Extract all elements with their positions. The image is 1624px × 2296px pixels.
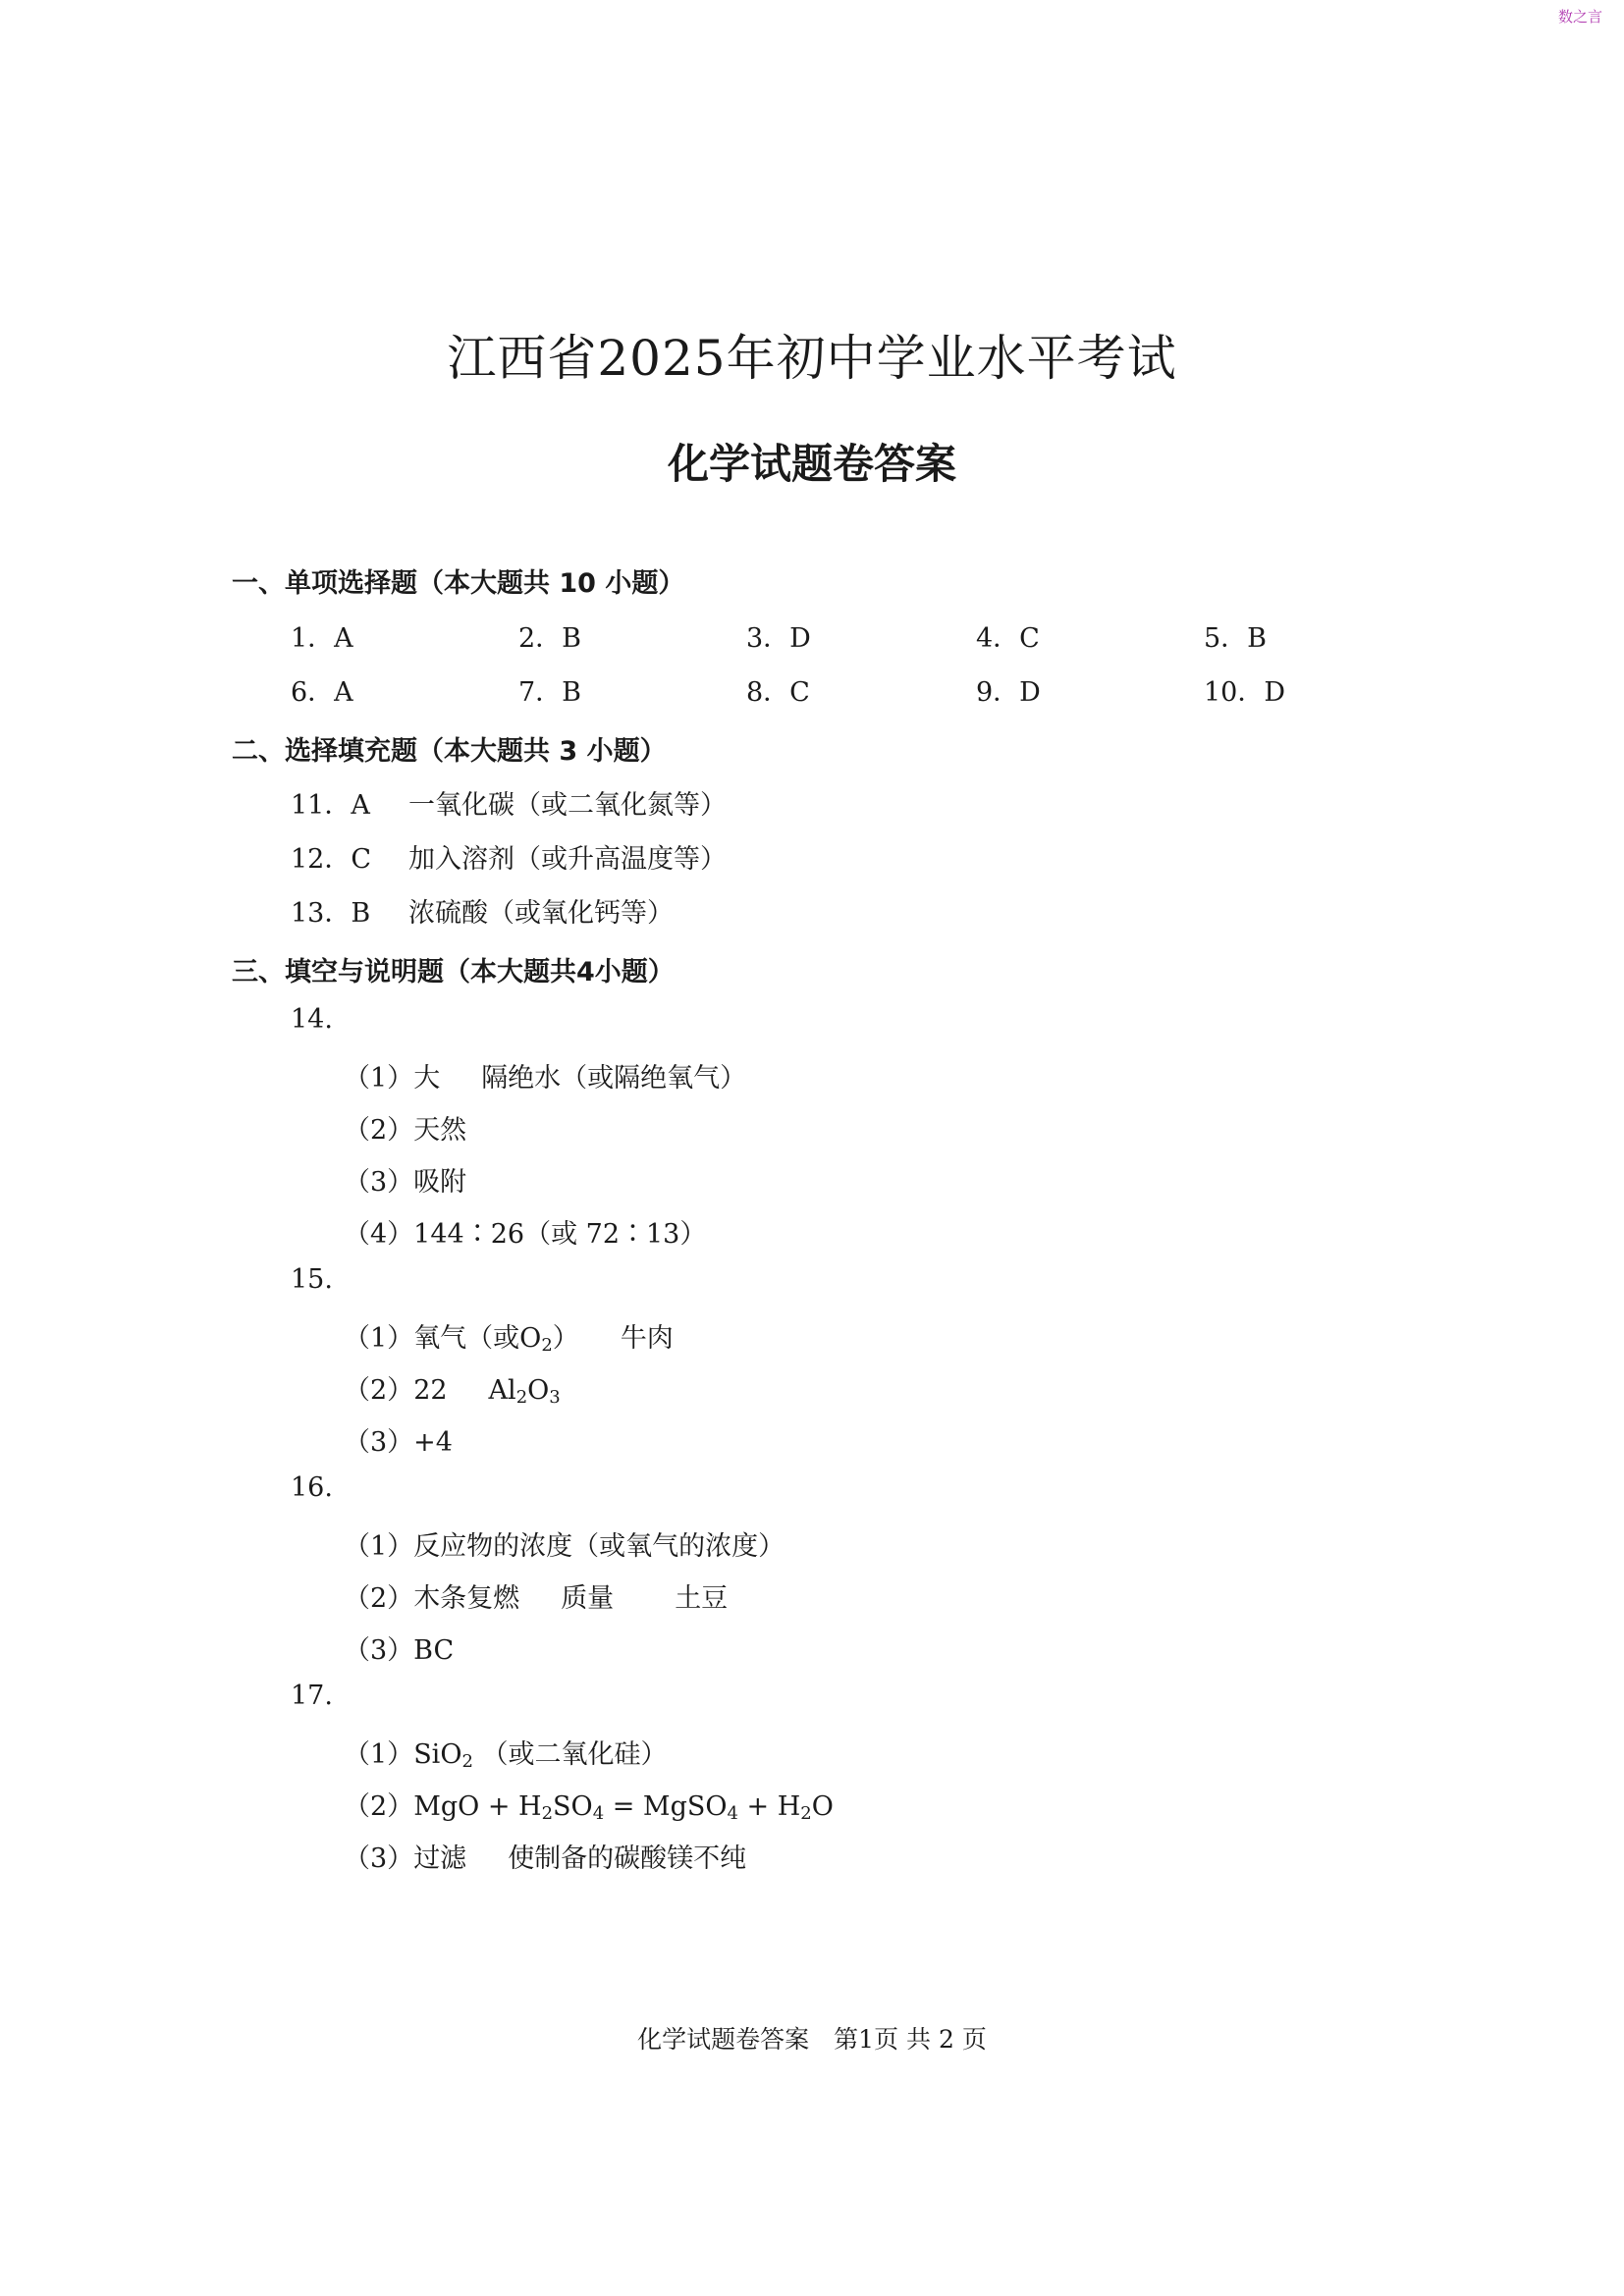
q17-part-2 xyxy=(344,1785,834,1823)
subscript: 2 xyxy=(541,1335,553,1356)
q14-part-4: （4）144∶26（或 72∶13） xyxy=(344,1219,707,1250)
q16-part-2 xyxy=(344,1576,728,1615)
q17-part-3-answer-a: 过滤 xyxy=(413,1843,467,1874)
subscript: 4 xyxy=(727,1803,738,1824)
q16-part-2-answer-b: 质量 xyxy=(561,1583,615,1614)
section-3-heading: 三、填空与说明题（本大题共4小题） xyxy=(232,957,675,988)
formula-part: O xyxy=(527,1375,550,1406)
section-2-heading: 二、选择填充题（本大题共 3 小题） xyxy=(232,736,667,767)
q16-part-2-answer-c: 土豆 xyxy=(675,1583,729,1614)
equation-part: MgO + H xyxy=(413,1791,542,1822)
subscript: 2 xyxy=(515,1387,528,1408)
answer-13-choice: 13．B xyxy=(291,898,371,929)
q16-part-1: （1）反应物的浓度（或氧气的浓度） xyxy=(344,1531,785,1562)
q15-part-2-label: （2） xyxy=(344,1375,414,1406)
answer-1: 1．A xyxy=(291,623,353,654)
q17-part-3-label: （3） xyxy=(344,1843,414,1874)
q17-number: 17. xyxy=(291,1681,333,1711)
answer-8: 8．C xyxy=(746,677,810,708)
q15-part-1-answer-b: 牛肉 xyxy=(620,1323,674,1354)
page-subtitle: 化学试题卷答案 xyxy=(667,440,956,488)
q14-part-1-answer-a: 大 xyxy=(413,1063,441,1094)
answer-11 xyxy=(291,783,727,822)
subscript: 4 xyxy=(592,1803,605,1824)
q14-part-2: （2）天然 xyxy=(344,1115,467,1146)
q17-part-3 xyxy=(344,1837,746,1875)
page-footer: 化学试题卷答案 第1页 共 2 页 xyxy=(637,2025,987,2054)
q14-part-1 xyxy=(344,1056,746,1095)
q17-part-3-answer-b: 使制备的碳酸镁不纯 xyxy=(508,1843,747,1874)
q14-part-1-answer-b: 隔绝水（或隔绝氧气） xyxy=(481,1063,747,1094)
subscript: 2 xyxy=(800,1803,812,1824)
answer-5: 5．B xyxy=(1204,623,1268,654)
q17-part-2-label: （2） xyxy=(344,1791,414,1822)
q15-part-1 xyxy=(344,1316,674,1355)
equation-part: = MgSO xyxy=(604,1791,728,1822)
equation-part: O xyxy=(811,1791,834,1822)
equation-part: SO xyxy=(553,1791,593,1822)
subscript: 3 xyxy=(549,1387,561,1408)
answer-4: 4．C xyxy=(976,623,1040,654)
section-1-heading: 一、单项选择题（本大题共 10 小题） xyxy=(232,568,685,599)
watermark: 数之言 xyxy=(1557,8,1602,26)
q15-part-2 xyxy=(344,1368,561,1407)
answer-13-fill: 浓硫酸（或氧化钙等） xyxy=(408,898,674,929)
page-title: 江西省2025年初中学业水平考试 xyxy=(447,330,1177,387)
answer-11-choice: 11．A xyxy=(291,790,370,821)
q17-part-1 xyxy=(344,1733,668,1771)
answer-12-fill: 加入溶剂（或升高温度等） xyxy=(408,844,727,875)
q14-part-1-label: （1） xyxy=(344,1063,414,1094)
q16-part-2-label: （2） xyxy=(344,1583,414,1614)
answer-12 xyxy=(291,837,727,876)
answer-12-choice: 12．C xyxy=(291,844,372,875)
q16-part-3: （3）BC xyxy=(344,1635,455,1666)
subscript: 2 xyxy=(541,1803,554,1824)
q14-number: 14. xyxy=(291,1004,333,1035)
q15-number: 15. xyxy=(291,1264,333,1295)
answer-3: 3．D xyxy=(746,623,811,654)
q14-part-3: （3）吸附 xyxy=(344,1167,467,1198)
answer-9: 9．D xyxy=(976,677,1041,708)
answer-13 xyxy=(291,891,674,930)
answer-6: 6．A xyxy=(291,677,353,708)
formula-part: SiO xyxy=(413,1739,462,1770)
answer-11-fill: 一氧化碳（或二氧化氮等） xyxy=(408,790,727,821)
formula-part: Al xyxy=(488,1375,516,1406)
answer-10: 10．D xyxy=(1204,677,1286,708)
equation-part: + H xyxy=(737,1791,801,1822)
q17-part-1-answer-b: （或二氧化硅） xyxy=(472,1739,668,1770)
subscript: 2 xyxy=(461,1751,473,1772)
q15-part-1-answer-a: 氧气（或O xyxy=(413,1323,542,1354)
q16-part-2-answer-a: 木条复燃 xyxy=(413,1583,520,1614)
q15-part-2-answer-a: 22 xyxy=(413,1375,448,1406)
q17-part-1-label: （1） xyxy=(344,1739,414,1770)
q15-part-3: （3）+4 xyxy=(344,1427,453,1458)
q15-part-1-label: （1） xyxy=(344,1323,414,1354)
answer-7: 7．B xyxy=(518,677,582,708)
q16-number: 16. xyxy=(291,1472,333,1503)
q15-part-1-answer-a-end: ） xyxy=(552,1323,579,1354)
answer-2: 2．B xyxy=(518,623,582,654)
